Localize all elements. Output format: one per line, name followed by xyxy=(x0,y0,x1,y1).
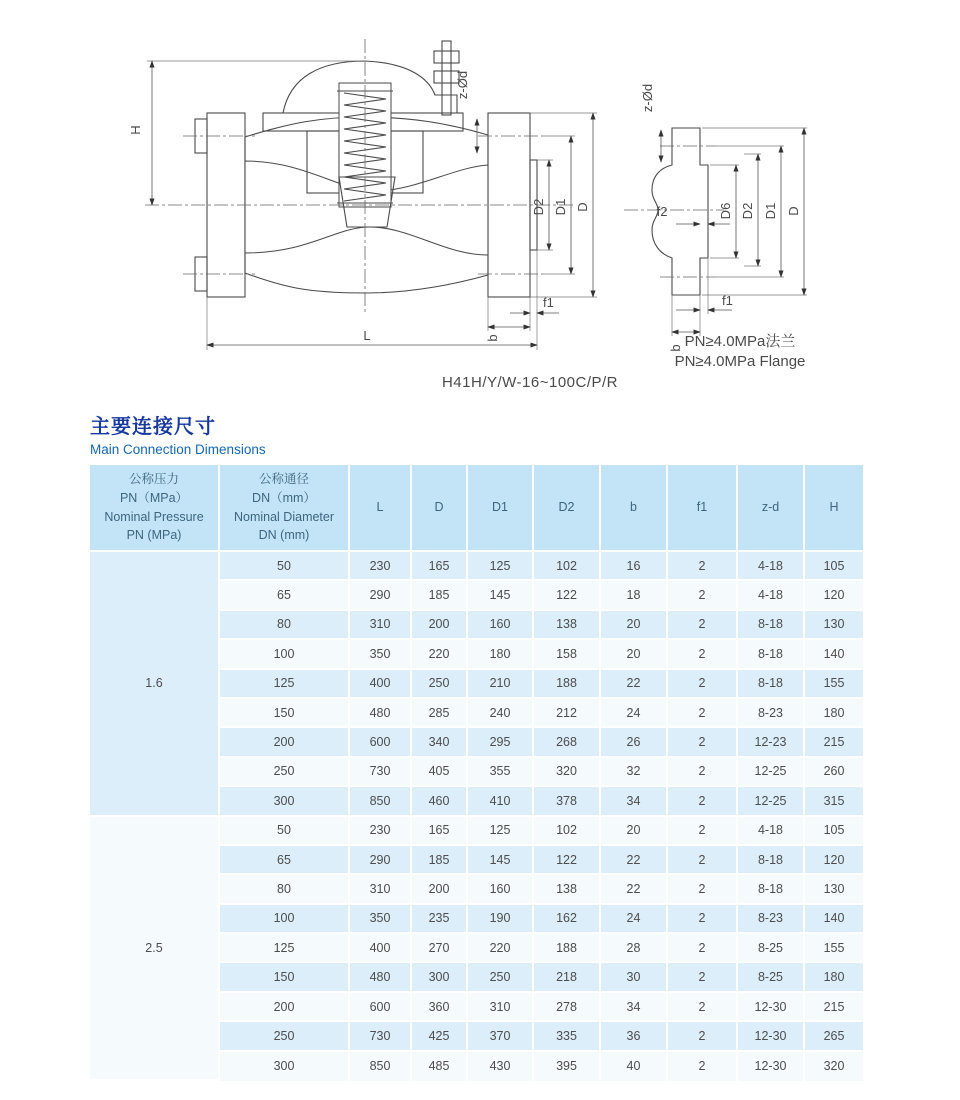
dim-cell: 290 xyxy=(350,846,412,875)
col-header-f1: f1 xyxy=(668,465,738,552)
col-header-h: H xyxy=(805,465,865,552)
header-row xyxy=(90,465,865,552)
dim-cell: 410 xyxy=(468,787,534,816)
dim-cell: 145 xyxy=(468,581,534,610)
dim-label-b: b xyxy=(485,334,500,342)
dim-cell: 2 xyxy=(668,817,738,846)
dim-cell: 2 xyxy=(668,552,738,581)
dim-label-d2: D2 xyxy=(531,198,546,216)
dn-cell: 125 xyxy=(220,670,350,699)
dim-label-b: b xyxy=(668,344,683,352)
flange-note-zh: PN≥4.0MPa法兰 xyxy=(684,333,796,350)
dim-cell: 340 xyxy=(412,728,468,757)
dim-cell: 320 xyxy=(805,1052,865,1081)
dim-cell: 40 xyxy=(601,1052,668,1081)
dim-cell: 8-18 xyxy=(738,611,805,640)
section-title xyxy=(90,410,266,457)
dim-cell: 730 xyxy=(350,1022,412,1051)
dim-cell: 12-23 xyxy=(738,728,805,757)
section-title-en: Main Connection Dimensions xyxy=(90,442,266,457)
dim-cell: 12-30 xyxy=(738,1022,805,1051)
dim-cell: 290 xyxy=(350,581,412,610)
table-body xyxy=(90,552,865,1081)
col-header-d: D xyxy=(412,465,468,552)
dn-cell: 50 xyxy=(220,817,350,846)
dim-cell: 235 xyxy=(412,905,468,934)
dim-cell: 8-25 xyxy=(738,934,805,963)
dim-cell: 8-23 xyxy=(738,699,805,728)
dn-cell: 300 xyxy=(220,1052,350,1081)
dn-cell: 100 xyxy=(220,905,350,934)
dim-cell: 240 xyxy=(468,699,534,728)
dim-cell: 2 xyxy=(668,581,738,610)
dim-cell: 220 xyxy=(468,934,534,963)
col-header-d1: D1 xyxy=(468,465,534,552)
col-header-d2: D2 xyxy=(534,465,601,552)
dim-cell: 125 xyxy=(468,817,534,846)
dim-cell: 2 xyxy=(668,846,738,875)
dim-cell: 850 xyxy=(350,787,412,816)
dim-cell: 120 xyxy=(805,846,865,875)
dim-cell: 188 xyxy=(534,934,601,963)
section-title-zh: 主要连接尺寸 xyxy=(90,416,216,438)
dim-cell: 310 xyxy=(350,611,412,640)
dim-cell: 102 xyxy=(534,552,601,581)
dim-cell: 20 xyxy=(601,817,668,846)
dim-cell: 138 xyxy=(534,875,601,904)
dim-cell: 165 xyxy=(412,552,468,581)
dim-cell: 300 xyxy=(412,963,468,992)
dim-cell: 8-18 xyxy=(738,670,805,699)
dim-cell: 250 xyxy=(412,670,468,699)
dn-cell: 125 xyxy=(220,934,350,963)
dim-cell: 185 xyxy=(412,846,468,875)
dim-cell: 230 xyxy=(350,817,412,846)
dim-cell: 355 xyxy=(468,758,534,787)
dim-cell: 2 xyxy=(668,875,738,904)
dim-cell: 130 xyxy=(805,875,865,904)
dim-cell: 16 xyxy=(601,552,668,581)
dim-cell: 310 xyxy=(350,875,412,904)
dim-cell: 395 xyxy=(534,1052,601,1081)
dim-cell: 230 xyxy=(350,552,412,581)
dim-label-d: D xyxy=(575,202,590,212)
dim-cell: 102 xyxy=(534,817,601,846)
flange-note xyxy=(640,332,840,372)
dim-cell: 295 xyxy=(468,728,534,757)
dim-cell: 24 xyxy=(601,905,668,934)
dim-label-f1: f1 xyxy=(543,295,554,310)
col-header-zd: z-d xyxy=(738,465,805,552)
dim-cell: 2 xyxy=(668,728,738,757)
dim-cell: 158 xyxy=(534,640,601,669)
dim-cell: 730 xyxy=(350,758,412,787)
col-header-b: b xyxy=(601,465,668,552)
dim-label-d2: D2 xyxy=(740,202,755,220)
dim-cell: 215 xyxy=(805,993,865,1022)
dim-cell: 155 xyxy=(805,670,865,699)
dim-cell: 162 xyxy=(534,905,601,934)
model-caption: H41H/Y/W-16~100C/P/R xyxy=(441,374,619,391)
dim-cell: 140 xyxy=(805,905,865,934)
dim-cell: 485 xyxy=(412,1052,468,1081)
dim-cell: 285 xyxy=(412,699,468,728)
dimensions-table xyxy=(90,465,865,1081)
dim-cell: 12-25 xyxy=(738,758,805,787)
dim-cell: 4-18 xyxy=(738,817,805,846)
flange-note-en: PN≥4.0MPa Flange xyxy=(674,353,806,370)
dim-cell: 2 xyxy=(668,640,738,669)
dim-cell: 212 xyxy=(534,699,601,728)
dim-cell: 28 xyxy=(601,934,668,963)
dim-cell: 600 xyxy=(350,993,412,1022)
dim-cell: 405 xyxy=(412,758,468,787)
dim-cell: 188 xyxy=(534,670,601,699)
dim-cell: 2 xyxy=(668,1052,738,1081)
dim-cell: 155 xyxy=(805,934,865,963)
dim-cell: 22 xyxy=(601,875,668,904)
dn-cell: 200 xyxy=(220,728,350,757)
dim-label-d6: D6 xyxy=(718,202,733,220)
dim-cell: 180 xyxy=(805,963,865,992)
table-row xyxy=(90,552,865,581)
valve-section-drawing xyxy=(115,25,615,370)
dim-cell: 122 xyxy=(534,581,601,610)
dim-cell: 105 xyxy=(805,817,865,846)
dim-cell: 460 xyxy=(412,787,468,816)
dim-cell: 4-18 xyxy=(738,552,805,581)
dim-cell: 12-25 xyxy=(738,787,805,816)
table-row xyxy=(90,817,865,846)
dim-cell: 2 xyxy=(668,670,738,699)
dim-label-l: L xyxy=(363,328,371,343)
dim-label-f1: f1 xyxy=(722,293,733,308)
dim-cell: 2 xyxy=(668,934,738,963)
dim-cell: 160 xyxy=(468,875,534,904)
dim-cell: 24 xyxy=(601,699,668,728)
pn-group-label: 1.6 xyxy=(90,552,220,817)
dn-cell: 65 xyxy=(220,581,350,610)
dim-cell: 425 xyxy=(412,1022,468,1051)
dim-cell: 250 xyxy=(468,963,534,992)
dim-cell: 2 xyxy=(668,1022,738,1051)
dim-cell: 34 xyxy=(601,787,668,816)
dim-label-zd: z-Ød xyxy=(455,70,470,100)
dim-cell: 105 xyxy=(805,552,865,581)
dim-cell: 120 xyxy=(805,581,865,610)
dim-cell: 18 xyxy=(601,581,668,610)
flange-detail-drawing xyxy=(618,58,833,373)
dim-cell: 34 xyxy=(601,993,668,1022)
col-header-l: L xyxy=(350,465,412,552)
dim-cell: 138 xyxy=(534,611,601,640)
dim-cell: 218 xyxy=(534,963,601,992)
dim-cell: 2 xyxy=(668,699,738,728)
flange-dimensions xyxy=(640,84,807,352)
dim-label-zd: z-Ød xyxy=(640,83,655,113)
dim-cell: 160 xyxy=(468,611,534,640)
dim-cell: 8-25 xyxy=(738,963,805,992)
dim-cell: 2 xyxy=(668,905,738,934)
dim-cell: 190 xyxy=(468,905,534,934)
dim-cell: 480 xyxy=(350,699,412,728)
dimensions-table-wrap xyxy=(90,465,865,1081)
dn-cell: 80 xyxy=(220,875,350,904)
dim-cell: 480 xyxy=(350,963,412,992)
dim-cell: 2 xyxy=(668,758,738,787)
dim-cell: 310 xyxy=(468,993,534,1022)
dim-cell: 22 xyxy=(601,670,668,699)
dim-cell: 8-18 xyxy=(738,875,805,904)
dim-cell: 36 xyxy=(601,1022,668,1051)
dim-cell: 350 xyxy=(350,905,412,934)
dim-cell: 265 xyxy=(805,1022,865,1051)
dim-cell: 270 xyxy=(412,934,468,963)
dn-cell: 300 xyxy=(220,787,350,816)
dim-cell: 335 xyxy=(534,1022,601,1051)
dim-cell: 360 xyxy=(412,993,468,1022)
dim-cell: 200 xyxy=(412,875,468,904)
dim-cell: 20 xyxy=(601,611,668,640)
dim-label-h: H xyxy=(128,125,143,135)
dim-cell: 185 xyxy=(412,581,468,610)
dim-cell: 145 xyxy=(468,846,534,875)
dim-cell: 215 xyxy=(805,728,865,757)
pn-group-label: 2.5 xyxy=(90,817,220,1082)
dn-cell: 250 xyxy=(220,758,350,787)
dn-cell: 65 xyxy=(220,846,350,875)
dim-cell: 2 xyxy=(668,611,738,640)
dim-label-d1: D1 xyxy=(553,198,568,216)
dn-cell: 150 xyxy=(220,699,350,728)
dim-cell: 2 xyxy=(668,993,738,1022)
dim-cell: 12-30 xyxy=(738,1052,805,1081)
dim-cell: 370 xyxy=(468,1022,534,1051)
dim-cell: 430 xyxy=(468,1052,534,1081)
dim-cell: 400 xyxy=(350,934,412,963)
dn-cell: 100 xyxy=(220,640,350,669)
dn-cell: 200 xyxy=(220,993,350,1022)
dim-cell: 2 xyxy=(668,787,738,816)
dim-cell: 122 xyxy=(534,846,601,875)
col-header-pn: 公称压力 PN（MPa） Nominal Pressure PN (MPa) xyxy=(90,465,220,552)
dim-cell: 268 xyxy=(534,728,601,757)
dim-cell: 8-23 xyxy=(738,905,805,934)
dn-cell: 80 xyxy=(220,611,350,640)
dim-cell: 180 xyxy=(468,640,534,669)
dim-cell: 220 xyxy=(412,640,468,669)
dn-cell: 50 xyxy=(220,552,350,581)
dim-cell: 125 xyxy=(468,552,534,581)
dn-cell: 250 xyxy=(220,1022,350,1051)
dim-cell: 180 xyxy=(805,699,865,728)
dim-cell: 378 xyxy=(534,787,601,816)
dim-cell: 8-18 xyxy=(738,640,805,669)
dim-cell: 315 xyxy=(805,787,865,816)
dim-cell: 320 xyxy=(534,758,601,787)
dim-cell: 850 xyxy=(350,1052,412,1081)
dim-cell: 210 xyxy=(468,670,534,699)
dim-cell: 130 xyxy=(805,611,865,640)
dim-cell: 20 xyxy=(601,640,668,669)
dim-cell: 32 xyxy=(601,758,668,787)
dim-cell: 22 xyxy=(601,846,668,875)
dim-cell: 200 xyxy=(412,611,468,640)
dim-label-f2: f2 xyxy=(656,204,668,219)
dim-label-d1: D1 xyxy=(763,202,778,220)
dim-cell: 26 xyxy=(601,728,668,757)
dim-cell: 400 xyxy=(350,670,412,699)
dim-cell: 600 xyxy=(350,728,412,757)
dim-cell: 165 xyxy=(412,817,468,846)
dn-cell: 150 xyxy=(220,963,350,992)
dim-cell: 278 xyxy=(534,993,601,1022)
dim-cell: 140 xyxy=(805,640,865,669)
dim-cell: 2 xyxy=(668,963,738,992)
dim-cell: 4-18 xyxy=(738,581,805,610)
col-header-dn: 公称通径 DN（mm） Nominal Diameter DN (mm) xyxy=(220,465,350,552)
dim-cell: 12-30 xyxy=(738,993,805,1022)
dim-cell: 350 xyxy=(350,640,412,669)
dim-cell: 30 xyxy=(601,963,668,992)
dim-cell: 260 xyxy=(805,758,865,787)
dim-label-d: D xyxy=(786,206,801,216)
dim-cell: 8-18 xyxy=(738,846,805,875)
